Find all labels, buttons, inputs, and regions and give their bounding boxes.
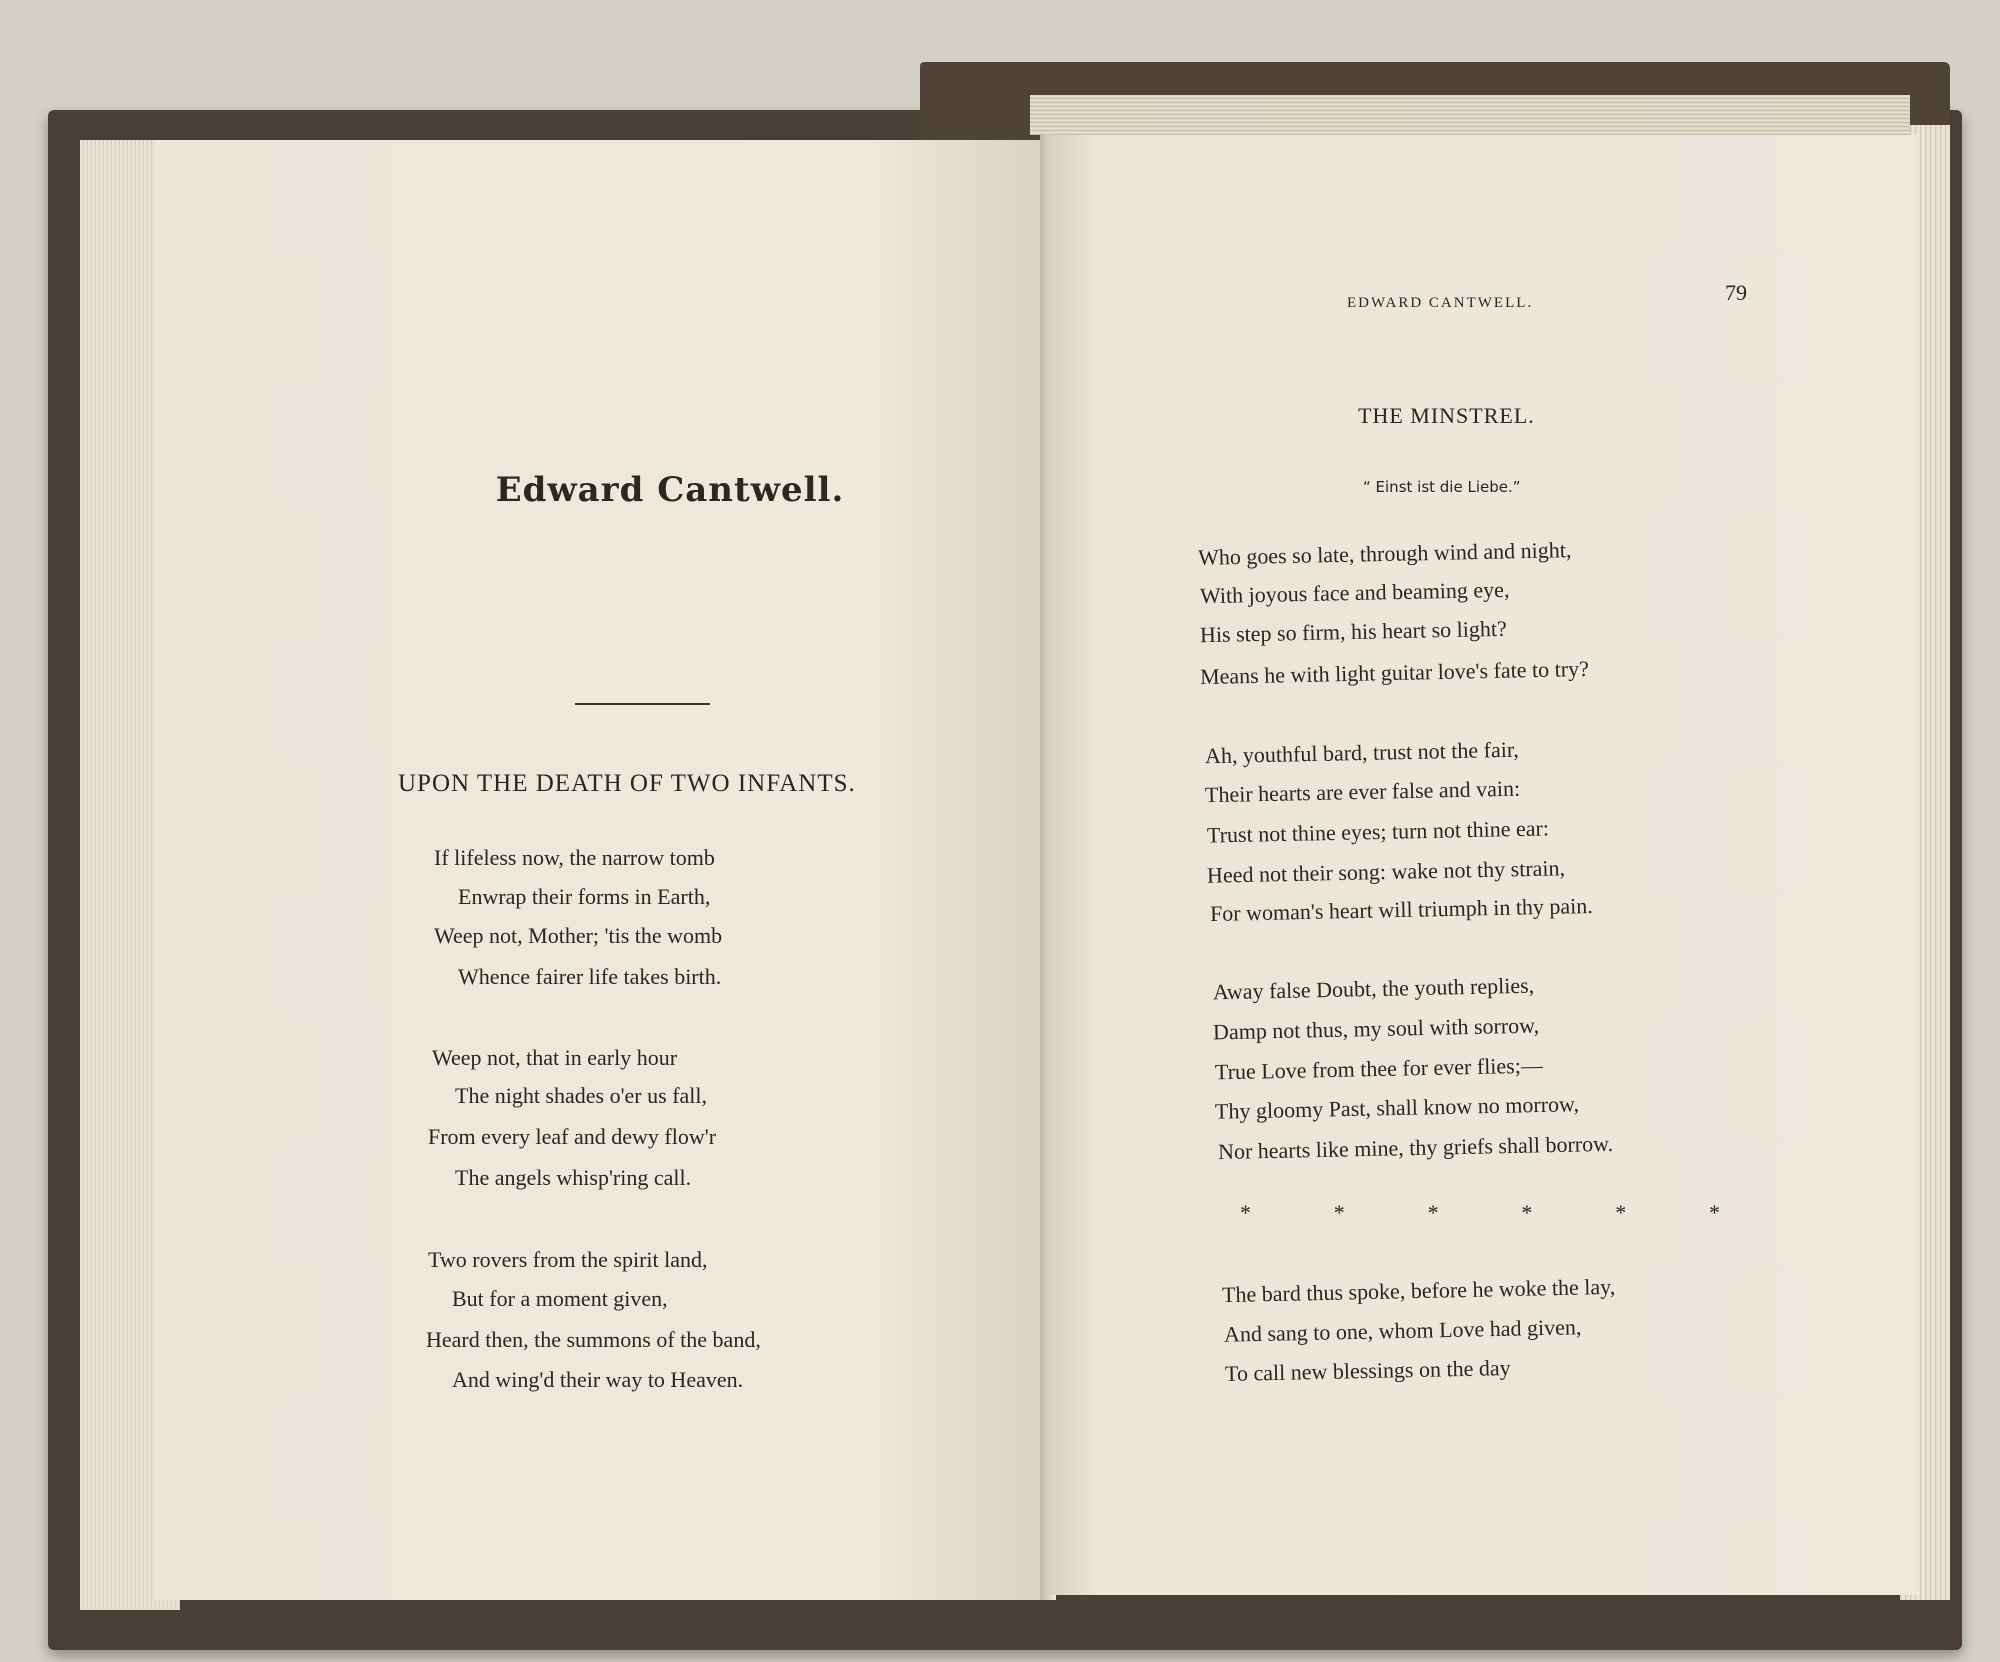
verse-line: Heard then, the summons of the band, — [426, 1327, 761, 1352]
star: * — [1615, 1200, 1627, 1225]
star: * — [1708, 1200, 1720, 1225]
verse-line: The angels whisp'ring call. — [455, 1165, 692, 1190]
top-page-edges — [1030, 95, 1910, 135]
epigraph: “ Einst ist die Liebe.” — [1363, 478, 1521, 496]
page-number: 79 — [1725, 280, 1747, 305]
verse-line: Weep not, that in early hour — [432, 1045, 678, 1070]
star: * — [1521, 1200, 1533, 1225]
verse-line: Ah, youthful bard, trust not the fair, — [1204, 736, 1519, 769]
verse-line: For woman's heart will triumph in thy pain. — [1209, 892, 1594, 927]
verse-line: His step so firm, his heart so light? — [1199, 615, 1507, 648]
verse-line: True Love from thee for ever flies;— — [1214, 1052, 1544, 1085]
verse-line: From every leaf and dewy flow'r — [428, 1124, 717, 1149]
verse-line: Enwrap their forms in Earth, — [458, 884, 711, 909]
verse-line: Means he with light guitar love's fate to try? — [1199, 655, 1590, 690]
verse-line: To call new blessings on the day — [1224, 1355, 1511, 1386]
verse-line: And wing'd their way to Heaven. — [452, 1367, 744, 1392]
verse-line: With joyous face and beaming eye, — [1199, 576, 1510, 609]
left-poem-title: UPON THE DEATH OF TWO INFANTS. — [398, 770, 856, 797]
verse-line: Heed not their song: wake not thy strain, — [1206, 855, 1566, 888]
verse-line: If lifeless now, the narrow tomb — [434, 845, 715, 870]
verse-line: Weep not, Mother; 'tis the womb — [434, 923, 723, 948]
running-head: EDWARD CANTWELL. — [1347, 295, 1534, 311]
verse-line: Damp not thus, my soul with sorrow, — [1212, 1012, 1540, 1045]
star: * — [1333, 1200, 1345, 1225]
right-poem-title: THE MINSTREL. — [1358, 403, 1535, 428]
verse-line: Whence fairer life takes birth. — [458, 964, 722, 989]
verse-line: Away false Doubt, the youth replies, — [1212, 972, 1535, 1005]
star: * — [1240, 1200, 1251, 1225]
divider-rule — [575, 703, 710, 705]
author-heading: Edward Cantwell. — [495, 470, 845, 510]
verse-line: Thy gloomy Past, shall know no morrow, — [1214, 1091, 1580, 1124]
section-break-stars — [1240, 1200, 1720, 1226]
star: * — [1427, 1200, 1439, 1225]
verse-line: The night shades o'er us fall, — [455, 1083, 708, 1108]
verse-line: The bard thus spoke, before he woke the lay, — [1221, 1273, 1616, 1308]
verse-line: Who goes so late, through wind and night, — [1197, 537, 1572, 570]
verse-line: Nor hearts like mine, thy griefs shall borrow. — [1217, 1130, 1614, 1165]
verse-line: And sang to one, whom Love had given, — [1223, 1314, 1582, 1347]
verse-line: Trust not thine eyes; turn not thine ear: — [1206, 815, 1550, 848]
verse-line: Their hearts are ever false and vain: — [1204, 775, 1521, 808]
verse-line: Two rovers from the spirit land, — [428, 1247, 708, 1272]
verse-line: But for a moment given, — [452, 1286, 668, 1311]
